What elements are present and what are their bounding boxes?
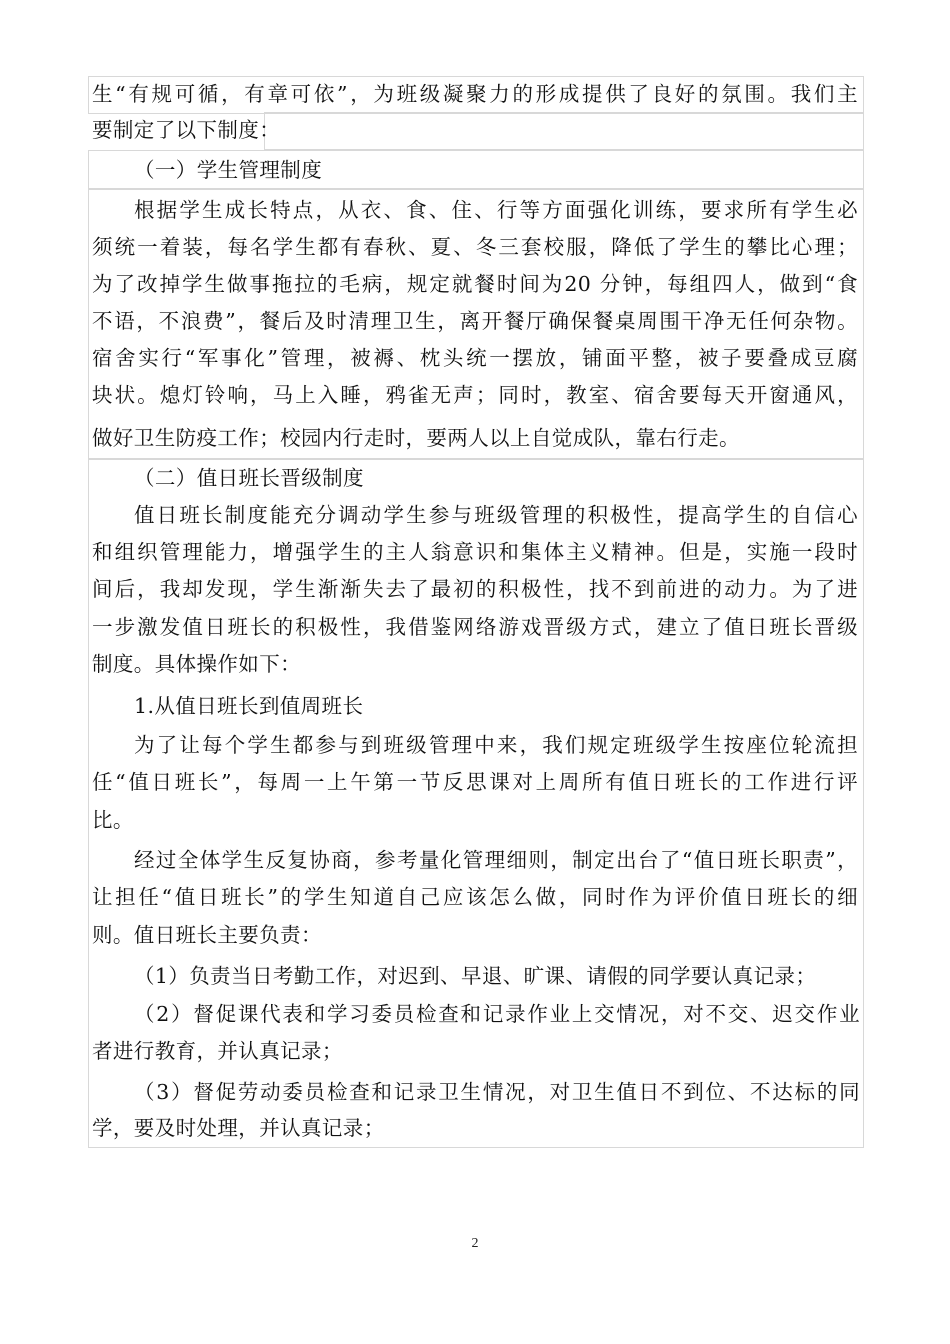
text-line: 者进行教育，并认真记录；	[92, 1039, 343, 1063]
text-line: 经过全体学生反复协商，参考量化管理细则，制定出台了“值日班长职责”，	[134, 848, 858, 872]
text-line: 为了让每个学生都参与到班级管理中来，我们规定班级学生按座位轮流担	[134, 733, 858, 757]
text-line: 则。值日班长主要负责：	[92, 923, 322, 947]
text-line: 生“有规可循，有章可依”，为班级凝聚力的形成提供了良好的氛围。我们主	[92, 82, 858, 106]
text-line: 让担任“值日班长”的学生知道自己应该怎么做，同时作为评价值日班长的细	[92, 885, 858, 909]
text-line: 制度。具体操作如下：	[92, 652, 301, 676]
list-item: （3）督促劳动委员检查和记录卫生情况，对卫生值日不到位、不达标的同	[134, 1080, 860, 1104]
text-line: 宿舍实行“军事化”管理，被褥、枕头统一摆放，铺面平整，被子要叠成豆腐	[92, 346, 858, 370]
text-line: 任“值日班长”，每周一上午第一节反思课对上周所有值日班长的工作进行评	[92, 770, 858, 794]
list-item: （1）负责当日考勤工作，对迟到、早退、旷课、请假的同学要认真记录；	[134, 964, 817, 988]
text-line: 块状。熄灯铃响，马上入睡，鸦雀无声；同时，教室、宿舍要每天开窗通风，	[92, 383, 858, 407]
text-line: 间后，我却发现，学生渐渐失去了最初的积极性，找不到前进的动力。为了进	[92, 577, 858, 601]
text-line: 须统一着装，每名学生都有春秋、夏、冬三套校服，降低了学生的攀比心理；	[92, 235, 858, 259]
text-line: 值日班长制度能充分调动学生参与班级管理的积极性，提高学生的自信心	[134, 503, 858, 527]
text-line: 根据学生成长特点，从衣、食、住、行等方面强化训练，要求所有学生必	[134, 198, 858, 222]
text-line: 和组织管理能力，增强学生的主人翁意识和集体主义精神。但是，实施一段时	[92, 540, 858, 564]
list-item: （2）督促课代表和学习委员检查和记录作业上交情况，对不交、迟交作业	[134, 1002, 860, 1026]
text-line: 比。	[92, 808, 134, 832]
text-line: 要制定了以下制度：	[92, 118, 281, 142]
subsection-heading: 1.从值日班长到值周班长	[134, 694, 364, 718]
text-line: 一步激发值日班长的积极性，我借鉴网络游戏晋级方式，建立了值日班长晋级	[92, 615, 858, 639]
text-line: 不语，不浪费”，餐后及时清理卫生，离开餐厅确保餐桌周围干净无任何杂物。	[92, 309, 858, 333]
text-line: 做好卫生防疫工作；校园内行走时，要两人以上自觉成队，靠右行走。	[92, 426, 740, 450]
page-number: 2	[471, 1236, 479, 1251]
section-heading: （一）学生管理制度	[134, 158, 323, 182]
section-heading: （二）值日班长晋级制度	[134, 466, 364, 490]
text-line: 学，要及时处理，并认真记录；	[92, 1116, 385, 1140]
text-line: 为了改掉学生做事拖拉的毛病，规定就餐时间为20 分钟，每组四人，做到“食	[92, 272, 858, 296]
frame-second	[264, 112, 864, 150]
